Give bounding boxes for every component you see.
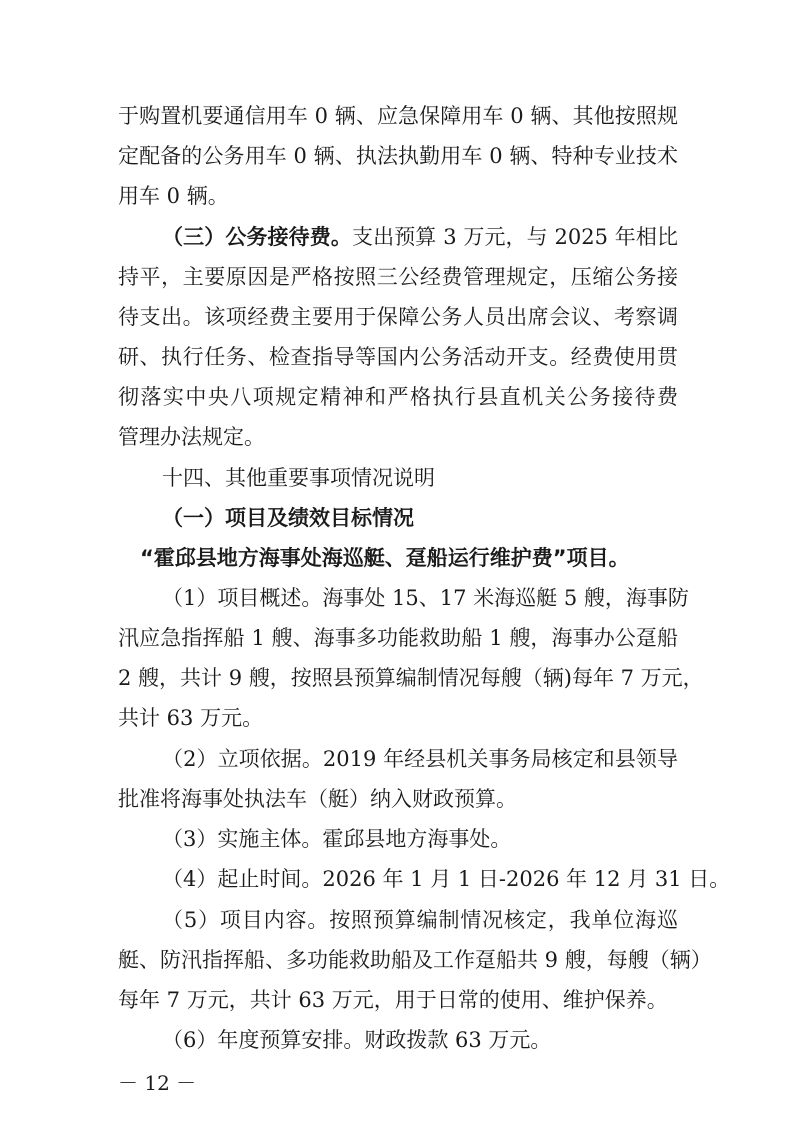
paragraph-line: 持平，主要原因是严格按照三公经费管理规定，压缩公务接 [118,265,678,289]
section-heading-other-matters: 十四、其他重要事项情况说明 [162,466,435,490]
page-number: － 12 － [118,1071,197,1095]
section-heading-project-goals: （一）项目及绩效目标情况 [162,506,414,530]
paragraph-line: 定配备的公务用车 0 辆、执法执勤用车 0 辆、特种专业技术 [118,144,678,168]
paragraph-line: 批准将海事处执法车（艇）纳入财政预算。 [118,787,517,811]
paragraph-line: 2 艘，共计 9 艘，按照县预算编制情况每艘（辆)每年 7 万元， [118,666,704,690]
paragraph-line: 共计 63 万元。 [118,706,264,730]
paragraph-line: （6）年度预算安排。财政拨款 63 万元。 [162,1028,552,1052]
paragraph-line: 待支出。该项经费主要用于保障公务人员出席会议、考察调 [118,305,678,329]
reception-fee-text: 支出预算 3 万元，与 2025 年相比 [351,225,679,249]
paragraph-line: （3）实施主体。霍邱县地方海事处。 [162,827,512,851]
paragraph-line: （2）立项依据。2019 年经县机关事务局核定和县领导 [162,747,678,771]
paragraph-line: 用车 0 辆。 [118,184,229,208]
project-title: “霍邱县地方海事处海巡艇、趸船运行维护费”项目。 [140,546,630,570]
paragraph-line: 艇、防汛指挥船、多功能救助船及工作趸船共 9 艘，每艘（辆） [118,948,712,972]
paragraph-line: 研、执行任务、检查指导等国内公务活动开支。经费使用贯 [118,345,678,369]
paragraph-line: （1）项目概述。海事处 15、17 米海巡艇 5 艘，海事防 [162,586,689,610]
paragraph-line: （5）项目内容。按照预算编制情况核定，我单位海巡 [162,908,678,932]
paragraph-line: （4）起止时间。2026 年 1 月 1 日-2026 年 12 月 31 日。 [162,867,731,891]
section-heading-reception-fee: （三）公务接待费。 [162,225,352,249]
paragraph-line: 每年 7 万元，共计 63 万元，用于日常的使用、维护保养。 [118,988,668,1012]
paragraph-line: 于购置机要通信用车 0 辆、应急保障用车 0 辆、其他按照规 [118,104,678,128]
paragraph-line-reception [162,219,678,255]
paragraph-line: 汛应急指挥船 1 艘、海事多功能救助船 1 艘，海事办公趸船 [118,626,678,650]
paragraph-line: 彻落实中央八项规定精神和严格执行县直机关公务接待费 [118,385,678,409]
paragraph-line: 管理办法规定。 [118,425,265,449]
